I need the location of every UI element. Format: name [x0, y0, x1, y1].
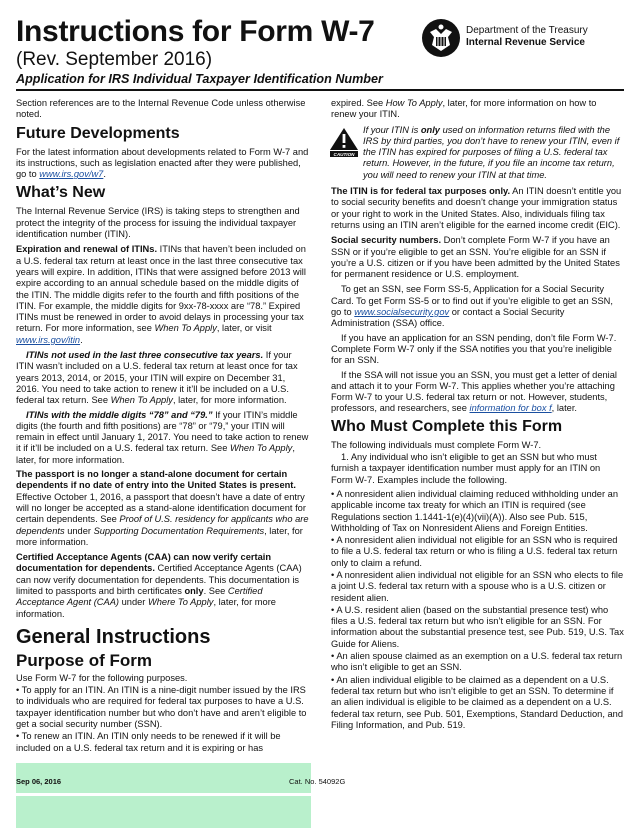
irs-w7-link[interactable]: www.irs.gov/w7 — [39, 169, 104, 180]
future-developments-heading: Future Developments — [16, 124, 180, 142]
list-item: • To apply for an ITIN. An ITIN is a nine-digit number issued by the IRS to individuals who are required for federal tax purposes to have a U.S. taxpayer identification number but who don’t have and aren’t eligible to get a social security number (SSN). — [16, 685, 307, 730]
box-f-link[interactable]: information for box f — [469, 403, 552, 414]
who-list — [331, 440, 624, 731]
list-item: • A nonresident alien individual not eligible for an SSN who elects to file a joint U.S. federal tax return with a spouse who is a U.S. citizen or resident alien. — [331, 569, 624, 603]
caution-label: CAUTION — [333, 151, 355, 157]
who-must-complete-heading: Who Must Complete this Form — [331, 417, 563, 435]
agency-block — [466, 25, 588, 49]
passport-paragraph: The passport is no longer a stand-alone document for certain dependents if no date of entry into the United States is present. Effective October 1, 2016, a passport that doesn’t have a date of entry will no longer be accepted as a stand-alone identification document for certain dependents. See Proof of U.S. residency for applicants who are dependents under Supporting Documentation Requirements, later, for more information. — [16, 469, 309, 547]
ssn-paragraph-3: If you have an application for an SSN pending, don’t file Form W-7. Complete Form W-7 only if the SSA notifies you that you’re ineligible for an SSN. — [331, 332, 617, 366]
list-item: • A nonresident alien individual not eligible for an SSN who is required to file a U.S. federal tax return or who is filing a U.S. federal tax return only to claim a refund. — [331, 535, 618, 568]
who-text: The following individuals must complete Form W-7. — [331, 439, 542, 450]
caution-triangle-icon — [329, 127, 359, 157]
whats-new-heading: What’s New — [16, 184, 106, 202]
not-used-paragraph: ITINs not used in the last three consecutive tax years. If your ITIN wasn’t included on a U.S. federal tax return at least once for tax years 2013, 2014, or 2015, your ITIN will expire on December 31, 2016. You need to take action to renew it it’ll be included on a U.S. federal tax return. See When To Apply, later, for more information. — [16, 350, 298, 406]
irs-itin-link[interactable]: www.irs.gov/itin — [16, 334, 81, 345]
agency-department: Department of the Treasury — [466, 25, 588, 36]
expiration-paragraph: Expiration and renewal of ITINs. ITINs that haven’t been included on a U.S. federal tax return at least once in the last three consecutive tax years will expire. In addition, ITINs that were assigned before 2013 will expire according to an annual schedule based on the middle digits of the ITIN. The middle digits refer to the fourth and fifth positions of the ITIN. For example, the middle digits for 9xx-78-xxxx are “78.” Expired ITINs must be renewed in order to avoid delays in processing your tax return. For more information, see When To Apply, later, or visit www.irs.gov/itin. — [16, 244, 306, 345]
page-title: Instructions for Form W-7 — [16, 15, 375, 48]
ssn-paragraph-2: To get an SSN, see Form SS-5, Application for a Social Security Card. To get Form SS-5 or to find out if you’re eligible to get an SSN, go to www.socialsecurity.gov or contact a Social Security Administration (SSA) office. — [331, 284, 613, 329]
list-item: • An alien spouse claimed as an exemption on a U.S. federal tax return who isn’t eligible to get an SSN. — [331, 651, 623, 673]
list-item: • A nonresident alien individual claiming reduced withholding under an applicable income tax treaty for which an ITIN is required (see Regulations section 1.1441-1(e)(4)(vii)(A)). Also see Pub. 515, Withholding of Tax on Nonresident Aliens and Foreign Entities. — [331, 488, 619, 533]
right-column — [331, 98, 624, 732]
whats-new-text: The Internal Revenue Service (IRS) is taking steps to strengthen and protect the integrity of the process for issuing the individual taxpayer identification number (ITIN). — [16, 206, 300, 240]
list-item: • An alien individual eligible to be claimed as a dependent on a U.S. federal tax return but who isn’t eligible to get an SSN. To determine if an alien individual is eligible to be claimed as a dependent on a U.S. federal tax return, see Pub. 501, Exemptions, Standard Deduction, and Filing Information, and Pub. 519. — [331, 674, 623, 730]
continued-text: expired. See How To Apply, later, for more information on how to renew your ITIN. — [331, 98, 597, 120]
footer-box-bottom — [16, 796, 311, 828]
ssn-paragraph: Social security numbers. Don’t complete Form W-7 if you have an SSN or if you’re eligible to get an SSN. You’re eligible for an SSN if you’re a U.S. citizen or if you have been admitted by the United States for permanent residence or U.S. employment. — [331, 235, 620, 280]
list-item: • A U.S. resident alien (based on the substantial presence test) who files a U.S. federal tax return but who isn’t eligible for an SSN. For information about the substantial presence test, see Pub. 519, U.S. Tax Guide for Aliens. — [331, 604, 624, 649]
revision-date: (Rev. September 2016) — [16, 49, 213, 70]
purpose-text: Use Form W-7 for the following purposes. — [16, 672, 188, 683]
left-column — [16, 98, 309, 755]
middle-digits-paragraph: ITINs with the middle digits “78” and “79.” If your ITIN’s middle digits (the fourth and fifth positions) are “78” or “79,” your ITIN will remain in effect until January 1, 2017. You need to take action to renew it if it’ll be included on a U.S. federal tax return. See When To Apply, later, for more information. — [16, 409, 309, 465]
footer-cat-number: Cat. No. 54092G — [289, 777, 346, 786]
future-developments-text: For the latest information about developments related to Form W-7 and its instructions, such as legislation enacted after they were published, go to www.irs.gov/w7. — [16, 146, 309, 180]
list-item: 1. Any individual who isn’t eligible to get an SSN but who must furnish a taxpayer identification number must apply for an ITIN on Form W-7. Examples include the following. — [331, 452, 601, 485]
header-rule — [16, 89, 624, 91]
footer-date: Sep 06, 2016 — [16, 777, 62, 786]
federal-purposes-paragraph: The ITIN is for federal tax purposes only. An ITIN doesn’t entitle you to social security benefits and doesn’t change your immigration status or your right to work in the United States. Also, individuals filing tax returns using an ITIN aren’t eligible for the earned income credit (EIC). — [331, 186, 622, 230]
general-instructions-heading: General Instructions — [16, 625, 211, 648]
purpose-heading: Purpose of Form — [16, 650, 153, 670]
form-subtitle: Application for IRS Individual Taxpayer Identification Number — [16, 72, 383, 86]
agency-irs: Internal Revenue Service — [466, 37, 585, 48]
irs-eagle-icon — [421, 18, 461, 58]
caa-paragraph: Certified Acceptance Agents (CAA) can now verify certain documentation for dependents. Certified Acceptance Agents (CAA) can now verify documentation for dependents. This documentation is limited to passports and birth certificates only. See Certified Acceptance Agent (CAA) under Where To Apply, later, for more information. — [16, 552, 302, 619]
purpose-list — [16, 673, 309, 754]
caution-box: CAUTION If your ITIN is only used on information returns filed with the IRS by third parties, you don’t have to renew your ITIN, even if the ITIN has expired for purposes of filing a U.S. federal tax return. However, in the future, if you file an income tax return, you will need to renew your ITIN at that time. — [331, 125, 624, 181]
list-item: • To renew an ITIN. An ITIN only needs to be renewed if it will be included on a U.S. federal tax return and it is expiring or has — [16, 731, 281, 753]
social-security-link[interactable]: www.socialsecurity.gov — [354, 307, 450, 318]
intro-text: Section references are to the Internal Revenue Code unless otherwise noted. — [16, 98, 306, 120]
ssn-paragraph-4: If the SSA will not issue you an SSN, you must get a letter of denial and attach it to your Form W-7. This applies whether you’re attaching Form W-7 to your U.S. federal tax return or not. However, students, professors, and researchers, see information for box f, later. — [331, 369, 617, 414]
